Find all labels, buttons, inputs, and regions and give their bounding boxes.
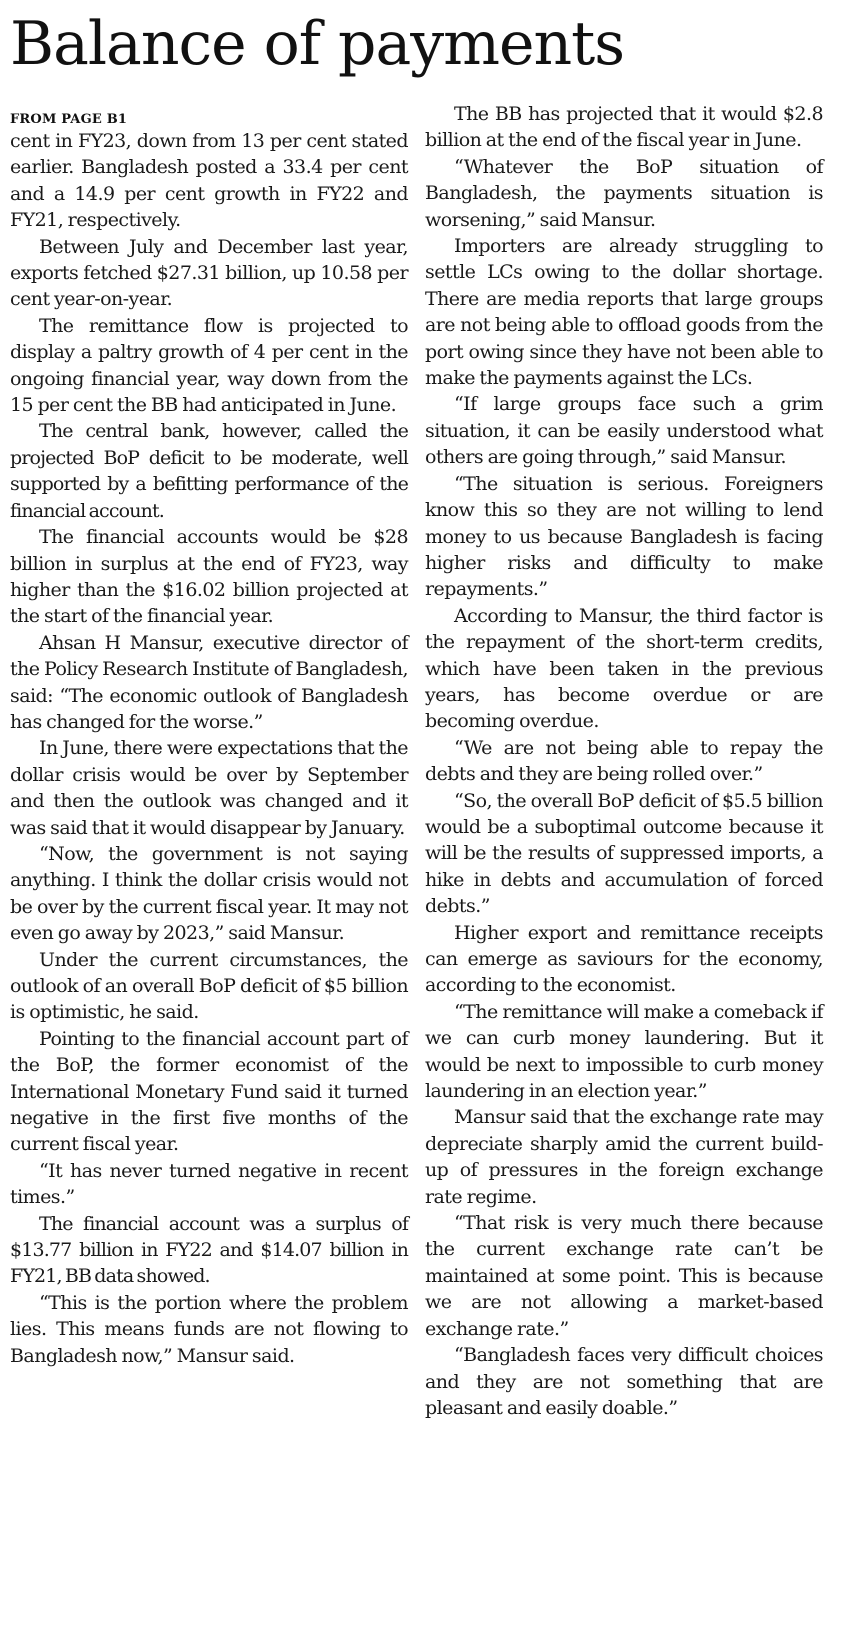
paragraph: Ahsan H Mansur, executive director of the Policy Research Institute of Bangladesh, said: “The economic outlook of Bangladesh has changed for the worse.” xyxy=(10,631,408,733)
continued-from-label: FROM PAGE B1 xyxy=(10,112,128,127)
paragraph: Under the current circumstances, the outlook of an overall BoP deficit of $5 billion is optimistic, he said. xyxy=(10,948,408,1024)
paragraph: “That risk is very much there because the current exchange rate can’t be maintained at some point. This is because we are not allowing a market-based exchange rate.” xyxy=(425,1212,823,1340)
paragraph: “It has never turned negative in recent times.” xyxy=(10,1159,408,1209)
paragraph: “This is the portion where the problem lies. This means funds are not flowing to Bangladesh now,” Mansur said. xyxy=(10,1291,408,1367)
paragraph: The BB has projected that it would $2.8 billion at the end of the fiscal year in June. xyxy=(425,103,823,152)
paragraph: “Whatever the BoP situation of Bangladesh, the payments situation is worsening,” said Mansur. xyxy=(425,155,823,231)
paragraph: “Now, the government is not saying anything. I think the dollar crisis would not be over by the current fiscal year. It may not even go away by 2023,” said Mansur. xyxy=(10,842,408,945)
paragraph: “The remittance will make a comeback if we can curb money laundering. But it would be next to impossible to curb money laundering in an election year.” xyxy=(425,1000,823,1103)
paragraph: The remittance flow is projected to display a paltry growth of 4 per cent in the ongoing financial year, way down from the 15 per cent the BB had anticipated in June. xyxy=(10,314,408,417)
paragraph: The financial accounts would be $28 billion in surplus at the end of FY23, way higher than the $16.02 billion projected at the start of the financial year. xyxy=(10,526,408,628)
paragraph: “The situation is serious. Foreigners know this so they are not willing to lend money to us because Bangladesh is facing higher risks and difficulty to make repayments.” xyxy=(425,472,823,601)
paragraph: Importers are already struggling to settle LCs owing to the dollar shortage. There are media reports that large groups are not being able to offload goods from the port owing since they have not been able to make the payments against the LCs. xyxy=(425,235,823,390)
paragraph: Between July and December last year, exports fetched $27.31 billion, up 10.58 per cent year-on-year. xyxy=(10,235,408,311)
paragraph: Pointing to the financial account part of the BoP, the former economist of the International Monetary Fund said it turned negative in the first five months of the current fiscal year. xyxy=(10,1027,408,1156)
paragraph: “We are not being able to repay the debts and they are being rolled over.” xyxy=(425,736,823,786)
paragraph: “If large groups face such a grim situation, it can be easily understood what others are going through,” said Mansur. xyxy=(425,393,823,469)
paragraph: “So, the overall BoP deficit of $5.5 billion would be a suboptimal outcome because it will be the results of suppressed imports, a hike in debts and accumulation of forced debts.” xyxy=(425,789,823,918)
paragraph: “Bangladesh faces very difficult choices and they are not something that are pleasant and easily doable.” xyxy=(425,1344,823,1419)
article-column-right xyxy=(425,101,823,1421)
paragraph: In June, there were expectations that the dollar crisis would be over by September and then the outlook was changed and it was said that it would disappear by January. xyxy=(10,737,408,839)
paragraph: The central bank, however, called the projected BoP deficit to be moderate, well supported by a befitting performance of the financial account. xyxy=(10,420,408,522)
headline: Balance of payments xyxy=(10,9,625,79)
paragraph: According to Mansur, the third factor is the repayment of the short-term credits, which have been taken in the previous years, has become overdue or are becoming overdue. xyxy=(425,604,823,733)
paragraph: The financial account was a surplus of $13.77 billion in FY22 and $14.07 billion in FY21, BB data showed. xyxy=(10,1212,408,1288)
paragraph: Mansur said that the exchange rate may depreciate sharply amid the current build-up of pressures in the foreign exchange rate regime. xyxy=(425,1106,823,1208)
paragraph: cent in FY23, down from 13 per cent stated earlier. Bangladesh posted a 33.4 per cent and a 14.9 per cent growth in FY22 and FY21, respectively. xyxy=(10,130,408,232)
paragraph: Higher export and remittance receipts can emerge as saviours for the economy, according to the economist. xyxy=(425,921,823,997)
article-column-left xyxy=(10,128,408,1369)
